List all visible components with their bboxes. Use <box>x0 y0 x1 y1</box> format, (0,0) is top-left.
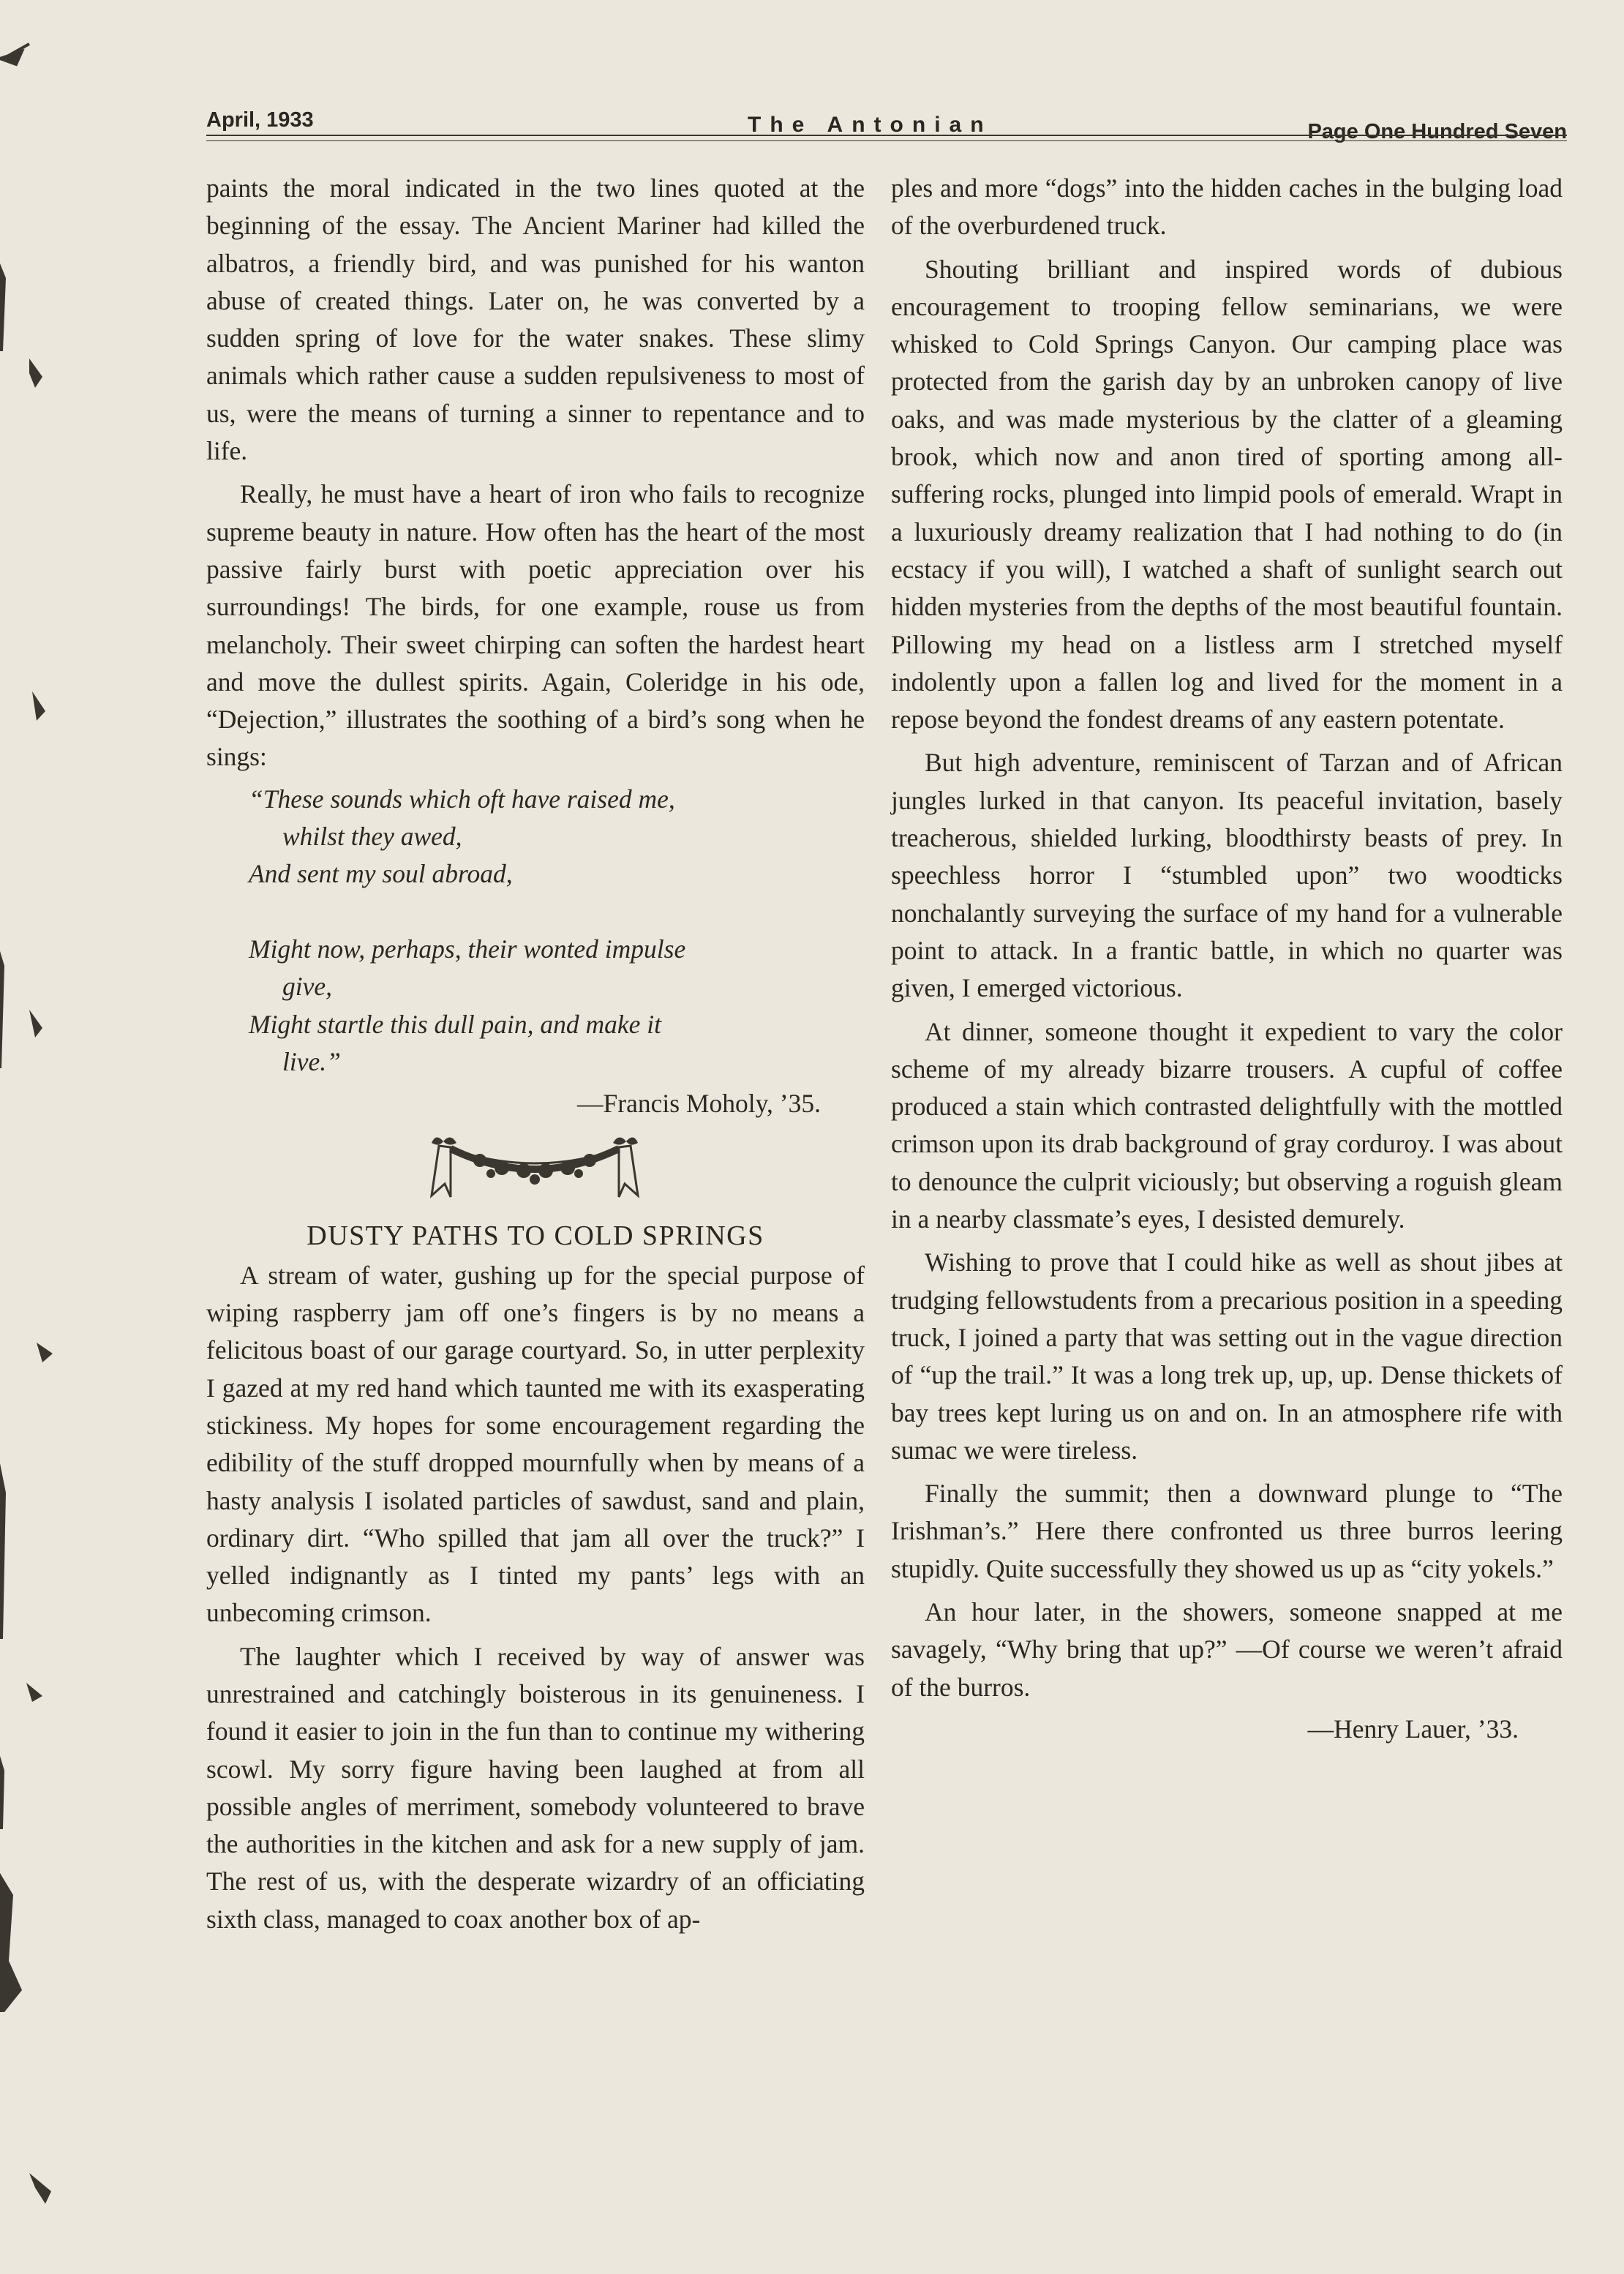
header-date: April, 1933 <box>206 108 314 132</box>
paragraph: Shouting brilliant and inspired words of dubious encouragement to trooping fellow seminarians, we were whisked to Cold Springs Canyon. Our camping place was protected from the garish day by an unbroken canopy of live oaks, and was made mysterious by the clatter of a gleaming brook, which now and anon tired of sporting among all-suffering rocks, plunged into limpid pools of emerald. Wrapt in a luxuriously dreamy realization that I had nothing to do (in ecstacy if you will), I watched a shaft of sunlight search out hidden mysteries from the depths of the most beautiful fountain. Pillowing my head on a listless arm I stretched myself indolently upon a fallen log and lived for the moment in a repose beyond the fondest dreams of any eastern potentate. <box>891 254 1563 735</box>
paragraph: paints the moral indicated in the two lines quoted at the beginning of the essay. The Ancient Mariner had killed the albatros, a friendly bird, and was punished for his wanton abuse of created things. Later on, he was converted by a sudden spring of love for the water snakes. These slimy animals which rather cause a sudden repulsiveness to most of us, were the means of turning a sinner to repentance and to life. <box>206 173 865 466</box>
poem-line: Might now, perhaps, their wonted impulse <box>249 934 686 964</box>
paragraph: Wishing to prove that I could hike as well as shout jibes at trudging fellowstudents from a precarious position in a speeding truck, I joined a party that was setting out in the vague direction of “up the trail.” It was a long trek up, up, up. Dense thickets of bay trees kept luring us on and on. In an atmosphere rife with sumac we were tireless. <box>891 1247 1563 1465</box>
floral-ornament <box>206 1133 865 1206</box>
header-rule <box>206 135 1567 136</box>
poem-line: live.” <box>282 1046 341 1076</box>
paragraph: The laughter which I received by way of answer was unrestrained and catchingly boisterous in its genuineness. I found it easier to join in the fun than to continue my withering scowl. My sorry figure having been laughed at from all possible angles of merriment, somebody volunteered to brave the authorities in the kitchen and ask for a new supply of jam. The rest of us, with the desperate wizardry of an officiating sixth class, managed to coax another box of ap- <box>206 1641 865 1934</box>
poem-line: give, <box>282 972 333 1002</box>
poem-line: whilst they awed, <box>282 822 462 852</box>
paragraph: Really, he must have a heart of iron who fails to recognize supreme beauty in nature. How often has the heart of the most passive fairly burst with poetic appreciation over his surroundings! The birds, for one example, rouse us from melancholy. Their sweet chirping can soften the hardest heart and move the dullest spirits. Again, Coleridge in his ode, “Dejection,” illustrates the soothing of a bird’s song when he sings: <box>206 479 865 772</box>
paragraph: But high adventure, reminiscent of Tarzan and of African jungles lurked in that canyon. Its peaceful invitation, basely treacherous, shielded lurking, bloodthirsty beasts of prey. In speechless horror I “stumbled upon” two woodticks nonchalantly surveying the surface of my hand for a vulnerable point to attack. In a frantic battle, in which no quarter was given, I emerged victorious. <box>891 748 1563 1003</box>
poem-line: “These sounds which oft have raised me, <box>249 784 675 814</box>
poem-line: And sent my soul abroad, <box>249 859 513 889</box>
paragraph: A stream of water, gushing up for the special purpose of wiping raspberry jam off one’s fingers is by no means a felicitous boast of our garage courtyard. So, in utter perplexity I gazed at my red hand which taunted me with its exasperating stickiness. My hopes for some encouragement regarding the edibility of the stuff dropped mournfully when by means of a hasty analysis I isolated particles of sawdust, sand and plain, ordinary dirt. “Who spilled that jam all over the truck?” I yelled indignantly as I tinted my pants’ legs with an unbecoming crimson. <box>206 1260 865 1628</box>
paragraph: Finally the summit; then a downward plunge to “The Irishman’s.” Here there confronted us three burros leering stupidly. Quite successfully they showed us up as “city yokels.” <box>891 1479 1563 1583</box>
paragraph: At dinner, someone thought it expedient to vary the color scheme of my already bizarre trousers. A cupful of coffee produced a stain which contrasted delightfully with the mottled crimson upon its drab background of gray corduroy. I was about to denounce the culprit viciously; but observing a roguish gleam in a nearby classmate’s eyes, I desisted demurely. <box>891 1016 1563 1234</box>
author-signature: —Francis Moholy, ’35. <box>577 1089 821 1119</box>
author-signature: —Henry Lauer, ’33. <box>1307 1714 1519 1744</box>
paragraph: ples and more “dogs” into the hidden caches in the bulging load of the overburdened truck. <box>891 173 1563 241</box>
header-publication: The Antonian <box>748 113 993 137</box>
poem-line: Might startle this dull pain, and make it <box>249 1009 662 1039</box>
left-column <box>206 170 865 1938</box>
article-title: DUSTY PATHS TO COLD SPRINGS <box>307 1220 764 1252</box>
header-rule-second <box>206 140 1567 141</box>
right-column <box>891 170 1563 1748</box>
paragraph: An hour later, in the showers, someone snapped at me savagely, “Why bring that up?” —Of course we weren’t afraid of the burros. <box>891 1596 1563 1702</box>
poem-quote <box>249 781 865 1081</box>
running-header <box>206 108 1567 143</box>
header-page-number: Page One Hundred Seven <box>1307 120 1567 143</box>
